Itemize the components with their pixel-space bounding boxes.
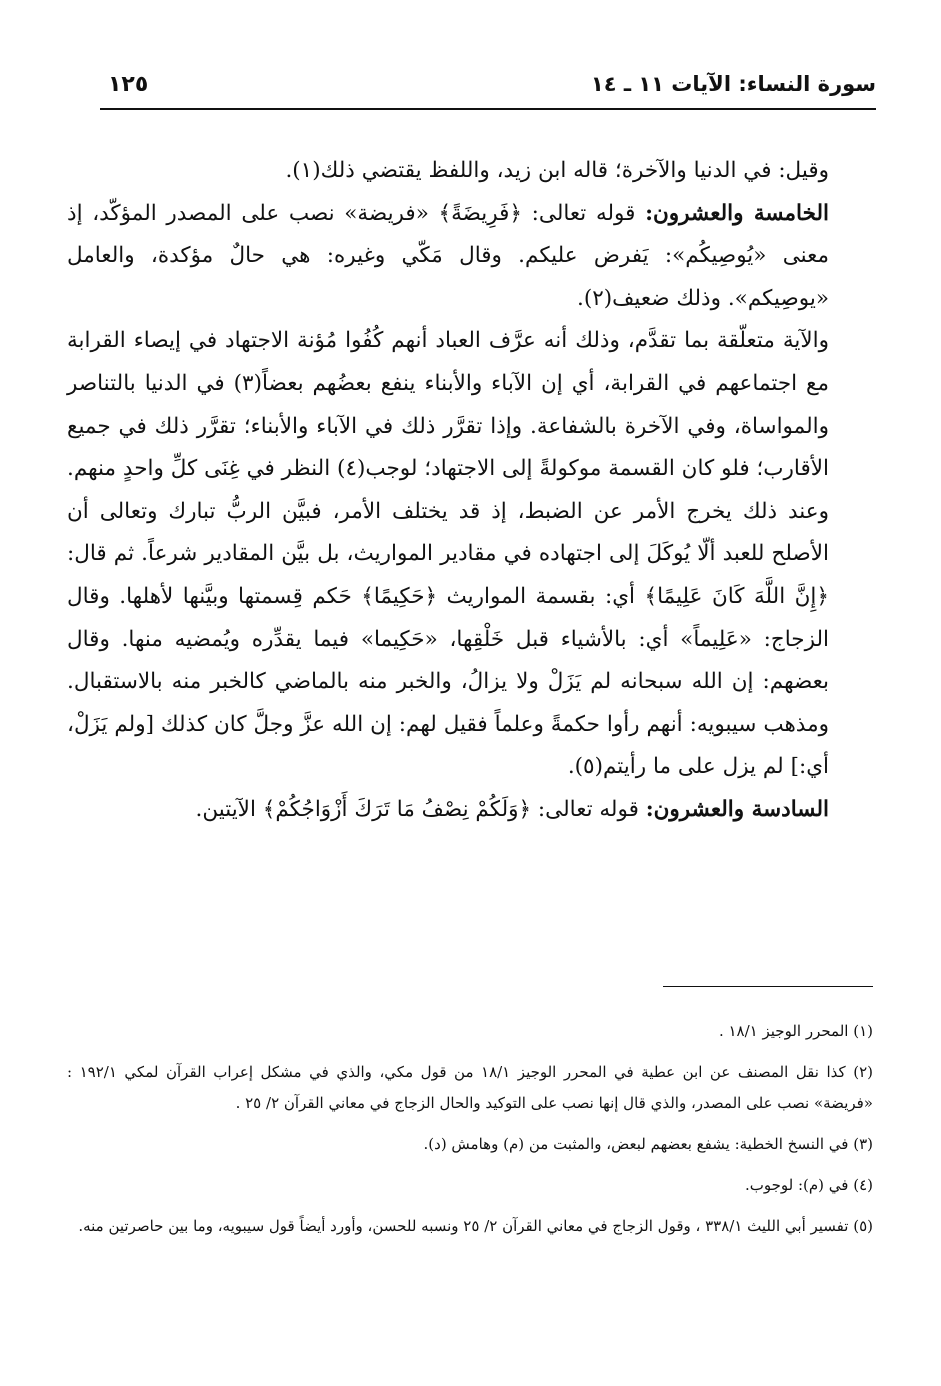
paragraph-1: وقيل: في الدنيا والآخرة؛ قاله ابن زيد، واللفظ يقتضي ذلك(١). [285, 158, 829, 183]
running-title: سورة النساء: الآيات ١١ ـ ١٤ [590, 72, 876, 96]
footnotes [67, 1016, 873, 1252]
footnote-5: (٥) تفسير أبي الليث ٣٣٨/١ ، وقول الزجاج في معاني القرآن ٢/ ٢٥ ونسبه للحسن، وأورد أيضاً قول سيبويه، وما بين حاصرتين منه. [78, 1217, 873, 1235]
section-label-26: السادسة والعشرون: [645, 796, 829, 822]
page-number: ١٢٥ [108, 72, 149, 97]
page-header [100, 68, 876, 110]
paragraph-4-text: قوله تعالى: ﴿وَلَكُمْ نِصْفُ مَا تَرَكَ أَزْوَاجُكُمْ﴾ الآيتين. [195, 796, 639, 822]
paragraph-2 [67, 193, 873, 321]
footnote-1: (١) المحرر الوجيز ١٨/١ . [718, 1022, 873, 1040]
main-text [67, 150, 873, 832]
paragraph-3: والآية متعلّقة بما تقدَّم، وذلك أنه عرَّف العباد أنهم كُفُوا مُؤنة الاجتهاد في إيصاء القرابة مع اجتماعهم في القرابة، أي إن الآباء والأبناء ينفع بعضُهم بعضاً(٣) في الدنيا بالتناصر والمواساة، وفي الآخرة بالشفاعة. وإذا تقرَّر ذلك في الآباء والأبناء؛ تقرَّر ذلك في جميع الأقارب؛ فلو كان القسمة موكولةً إلى الاجتهاد؛ لوجب(٤) النظر في غِنَى كلِّ واحدٍ منهم. وعند ذلك يخرج الأمر عن الضبط، إذ قد يختلف الأمر، فبيَّن الربُّ تبارك وتعالى أن الأصلح للعبد ألّا يُوكَلَ إلى اجتهاده في مقادير المواريث، بل بيَّن المقادير شرعاً. ثم قال: ﴿إِنَّ اللَّهَ كَانَ عَلِيمًا﴾ أي: بقسمة المواريث ﴿حَكِيمًا﴾ حَكم قِسمتها وبيَّنها لأهلها. وقال الزجاج: «عَلِيماً» أي: بالأشياء قبل خَلْقِها، «حَكِيما» فيما يقدِّره ويُمضيه منها. وقال بعضهم: إن الله سبحانه لم يَزَلْ ولا يزالُ، والخبر منه بالماضي كالخبر منه بالاستقبال. ومذهب سيبويه: أنهم رأوا حكمةً وعلماً فقيل لهم: إن الله عزَّ وجلَّ كان كذلك [ولم يَزَلْ، أي:] لم يزل على ما رأيتم(٥). [67, 328, 830, 780]
footnote-separator [663, 986, 873, 987]
section-label-25: الخامسة والعشرون: [645, 200, 829, 226]
header-rule [100, 108, 876, 110]
footnote-2: (٢) كذا نقل المصنف عن ابن عطية في المحرر الوجيز ١٨/١ من قول مكي، والذي في مشكل إعراب القرآن لمكي ١٩٢/١ : «فريضة» نصب على المصدر، والذي قال إنها نصب على التوكيد والحال الزجاج في معاني القرآن ٢/ ٢٥ . [67, 1063, 873, 1112]
footnote-3: (٣) في النسخ الخطية: يشفع بعضهم لبعض، والمثبت من (م) وهامش (د). [423, 1135, 873, 1153]
paragraph-4 [67, 789, 873, 832]
footnote-4: (٤) في (م): لوجوب. [744, 1176, 873, 1194]
paragraph-2-text: قوله تعالى: ﴿فَرِيضَةً﴾ «فريضة» نصب على المصدر المؤكّد، إذ معنى «يُوصِيكُم»: يَفرض عليكم. وقال مَكّي وغيره: هي حالٌ مؤكدة، والعامل «يوصِيكم». وذلك ضعيف(٢). [67, 200, 829, 311]
